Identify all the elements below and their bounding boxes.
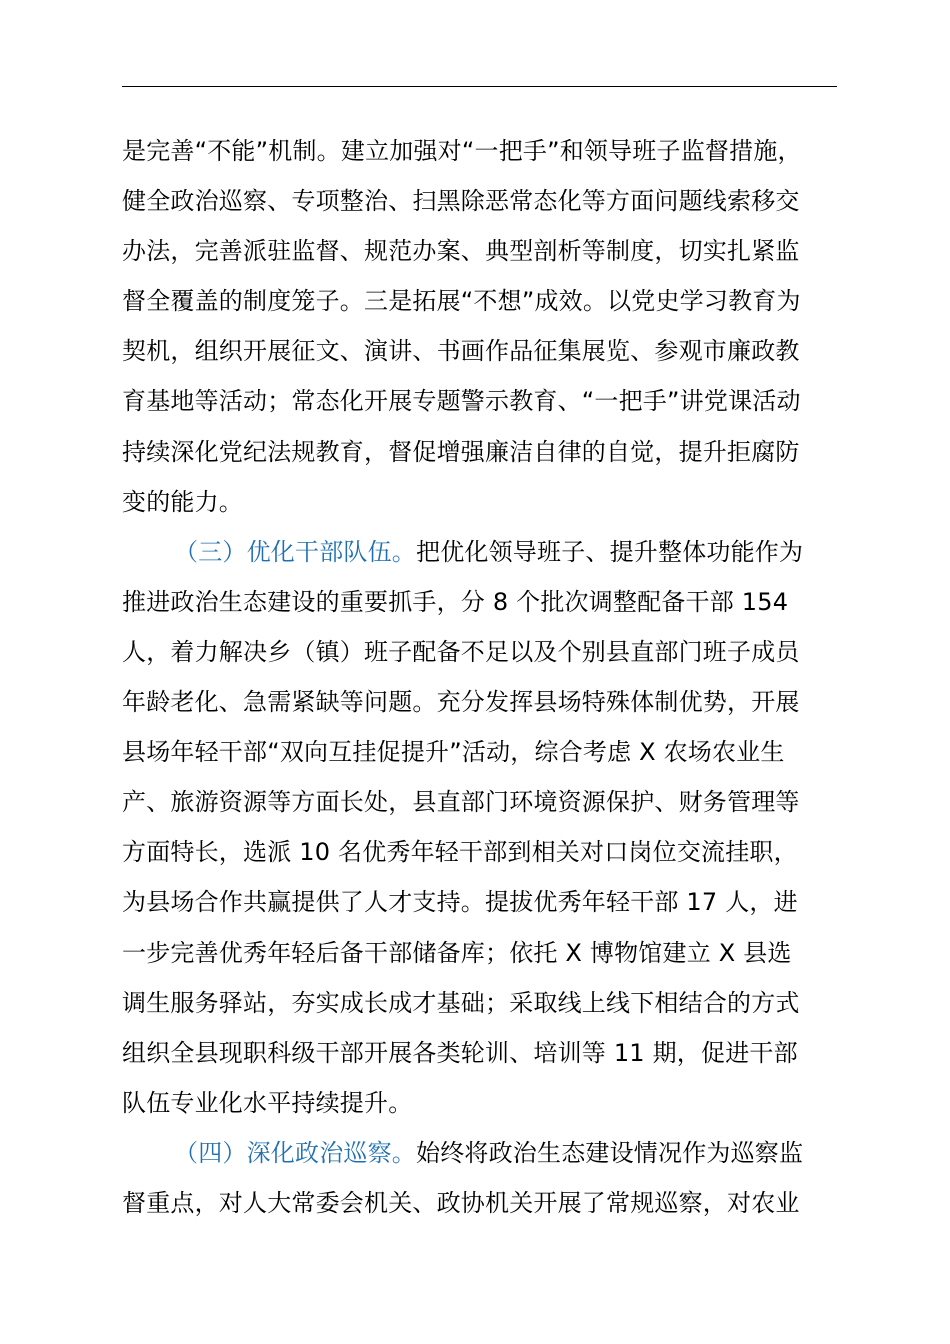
text-line: 队伍专业化水平持续提升。 — [122, 1088, 413, 1117]
text-line: 一步完善优秀年轻后备干部储备库；依托 X 博物馆建立 X 县选 — [122, 938, 792, 967]
text-line: 调生服务驿站，夯实成长成才基础；采取线上线下相结合的方式 — [122, 988, 800, 1017]
section-3-first-line — [122, 527, 837, 577]
text-line: 组织全县现职科级干部开展各类轮训、培训等 11 期，促进干部 — [122, 1038, 798, 1067]
section-3-first-line-text: 把优化领导班子、提升整体功能作为 — [416, 537, 804, 566]
paragraph-continued — [122, 126, 837, 527]
section-4-heading: （四）深化政治巡察。 — [174, 1138, 416, 1167]
section-4-first-line-text: 始终将政治生态建设情况作为巡察监 — [416, 1138, 804, 1167]
text-line: 变的能力。 — [122, 487, 243, 516]
section-3-heading: （三）优化干部队伍。 — [174, 537, 416, 566]
header-rule — [122, 86, 837, 87]
text-line: 督全覆盖的制度笼子。三是拓展“不想”成效。以党史学习教育为 — [122, 287, 801, 316]
text-line: 县场年轻干部“双向互挂促提升”活动，综合考虑 X 农场农业生 — [122, 738, 785, 767]
text-line: 是完善“不能”机制。建立加强对“一把手”和领导班子监督措施， — [122, 137, 802, 165]
text-line: 人，着力解决乡（镇）班子配备不足以及个别县直部门班子成员 — [122, 637, 800, 666]
text-line: 督重点，对人大常委会机关、政协机关开展了常规巡察，对农业 — [122, 1188, 800, 1217]
text-line: 契机，组织开展征文、演讲、书画作品征集展览、参观市廉政教 — [122, 337, 800, 366]
section-4-first-line — [122, 1128, 837, 1178]
text-line: 健全政治巡察、专项整治、扫黑除恶常态化等方面问题线索移交 — [122, 187, 800, 216]
text-line: 育基地等活动；常态化开展专题警示教育、“一把手”讲党课活动 — [122, 387, 801, 416]
text-line: 产、旅游资源等方面长处，县直部门环境资源保护、财务管理等 — [122, 788, 800, 817]
text-line: 为县场合作共赢提供了人才支持。提拔优秀年轻干部 17 人，进 — [122, 888, 798, 917]
section-3-paragraph — [122, 527, 837, 1128]
text-line: 方面特长，选派 10 名优秀年轻干部到相关对口岗位交流挂职， — [122, 838, 798, 867]
text-line: 推进政治生态建设的重要抓手，分 8 个批次调整配备干部 154 — [122, 587, 789, 616]
section-4-paragraph — [122, 1128, 837, 1228]
text-line: 办法，完善派驻监督、规范办案、典型剖析等制度，切实扎紧监 — [122, 237, 800, 266]
document-body — [122, 126, 837, 1228]
text-line: 年龄老化、急需紧缺等问题。充分发挥县场特殊体制优势，开展 — [122, 688, 800, 717]
text-line: 持续深化党纪法规教育，督促增强廉洁自律的自觉，提升拒腐防 — [122, 437, 800, 466]
